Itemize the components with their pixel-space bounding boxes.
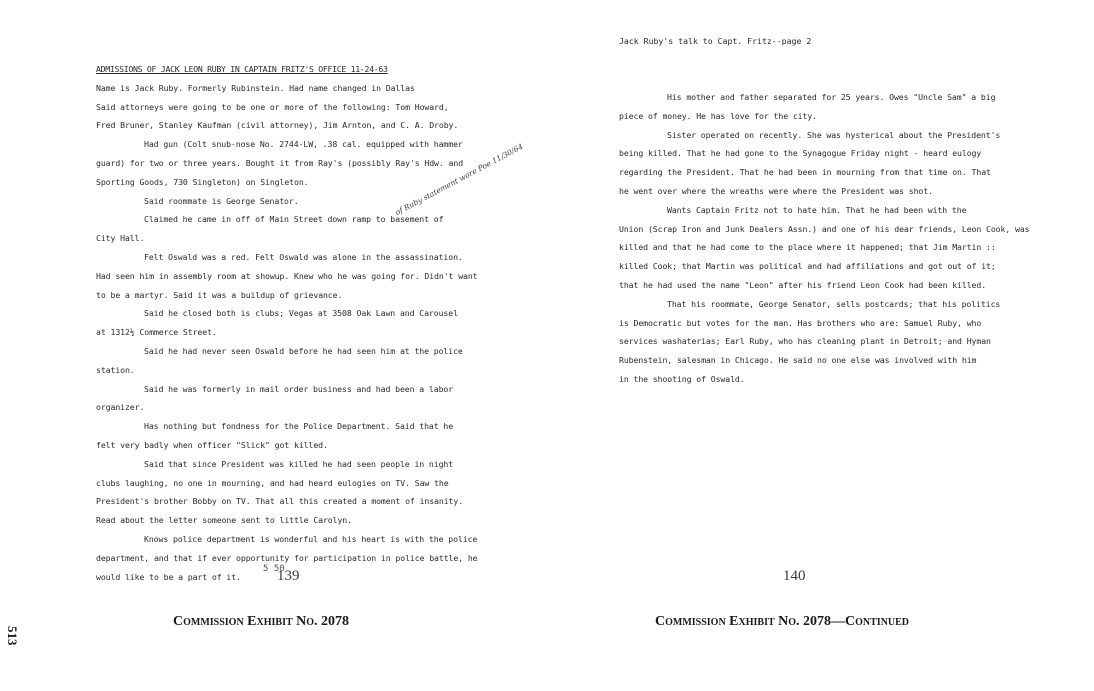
typed-line: That his roommate, George Senator, sells postcards; that his politics <box>667 298 1001 309</box>
typed-line: Said that since President was killed he had seen people in night <box>144 458 454 469</box>
typed-line: Said he was formerly in mail order business and had been a labor <box>144 383 454 394</box>
typed-line: Said he closed both is clubs; Vegas at 3508 Oak Lawn and Carousel <box>144 308 458 319</box>
typed-line: that he had used the name "Leon" after his friend Leon Cook had been killed. <box>619 279 987 290</box>
handwritten-note: of Ruby statement wore Poe 11/30/64 <box>393 141 525 217</box>
typed-line: Read about the letter someone sent to little Carolyn. <box>96 515 352 526</box>
typed-line: His mother and father separated for 25 years. Owes "Uncle Sam" a big <box>667 92 996 102</box>
typed-line: regarding the President. That he had been in mourning from that time on. That <box>619 167 991 178</box>
typed-line: President's brother Bobby on TV. That all this created a moment of insanity. <box>96 496 464 507</box>
typed-line: piece of money. He has love for the city. <box>619 110 818 121</box>
right-exhibit-caption: Commission Exhibit No. 2078—Continued <box>655 614 910 629</box>
left-page-body <box>96 60 496 586</box>
typed-line: felt very badly when officer "Slick" got killed. <box>96 439 328 450</box>
right-page <box>547 0 1094 691</box>
typed-line: City Hall. <box>96 233 145 244</box>
typed-line: clubs laughing, no one in mourning, and had heard eulogies on TV. Saw the <box>96 477 449 488</box>
left-page-number: 139 <box>277 568 300 584</box>
typed-line: Knows police department is wonderful and his heart is with the police <box>144 533 478 544</box>
document-heading: ADMISSIONS OF JACK LEON RUBY IN CAPTAIN FRITZ'S OFFICE 11-24-63 <box>96 64 388 74</box>
right-page-body <box>619 88 1039 389</box>
typed-line: Had gun (Colt snub-nose No. 2744-LW, .38 cal. equipped with hammer <box>144 139 463 150</box>
typed-line: he went over where the wreaths were where the President was shot. <box>619 185 933 196</box>
typed-line: Has nothing but fondness for the Police Department. Said that he <box>144 421 454 432</box>
typed-line: department, and that if ever opportunity for participation in police battle, he <box>96 552 478 563</box>
typed-line: services washaterias; Earl Ruby, who has cleaning plant in Detroit; and Hyman <box>619 336 991 347</box>
typed-line: Union (Scrap Iron and Junk Dealers Assn.) and one of his dear friends, Leon Cook, was <box>619 223 1030 234</box>
typed-line: is Democratic but votes for the man. Has brothers who are: Samuel Ruby, who <box>619 317 982 328</box>
typed-line: killed Cook; that Martin was political and had affiliations and got out of it; <box>619 261 996 272</box>
typed-line: would like to be a part of it. <box>96 571 241 582</box>
typed-line: Rubenstein, salesman in Chicago. He said no one else was involved with him <box>619 355 977 366</box>
typed-line: Name is Jack Ruby. Formerly Rubinstein. Had name changed in Dallas <box>96 82 415 93</box>
typed-line: at 1312½ Commerce Street. <box>96 327 217 338</box>
typed-line: guard) for two or three years. Bought it from Ray's (possibly Ray's Hdw. and <box>96 157 464 168</box>
typed-line: Said roommate is George Senator. <box>144 195 299 206</box>
typed-line: Fred Bruner, Stanley Kaufman (civil attorney), Jim Arnton, and C. A. Droby. <box>96 120 459 131</box>
typed-line: Sporting Goods, 730 Singleton) on Singleton. <box>96 176 309 187</box>
running-head: Jack Ruby's talk to Capt. Fritz--page 2 <box>619 36 812 46</box>
book-page-number: 513 <box>5 626 20 646</box>
typed-line: Claimed he came in off of Main Street down ramp to basement of <box>144 214 444 225</box>
typed-line: Had seen him in assembly room at showup. Knew who he was going for. Didn't want <box>96 270 478 281</box>
page-marker: 5 50 <box>263 564 285 574</box>
typed-line: to be a martyr. Said it was a buildup of grievance. <box>96 289 343 300</box>
typed-line: station. <box>96 364 135 375</box>
typed-line: Wants Captain Fritz not to hate him. That he had been with the <box>667 204 967 215</box>
typed-line: in the shooting of Oswald. <box>619 373 745 384</box>
typed-line: killed and that he had come to the place where it happened; that Jim Martin :: <box>619 242 996 253</box>
typed-line: organizer. <box>96 402 145 413</box>
typed-line: Said he had never seen Oswald before he had seen him at the police <box>144 345 463 356</box>
typed-line: Sister operated on recently. She was hysterical about the President's <box>667 129 1001 140</box>
left-exhibit-caption: Commission Exhibit No. 2078 <box>173 614 350 629</box>
typed-line: Said attorneys were going to be one or more of the following: Tom Howard, <box>96 101 449 112</box>
right-page-number: 140 <box>783 568 806 584</box>
typed-line: being killed. That he had gone to the Synagogue Friday night - heard eulogy <box>619 148 982 159</box>
typed-line: Felt Oswald was a red. Felt Oswald was alone in the assassination. <box>144 251 463 262</box>
